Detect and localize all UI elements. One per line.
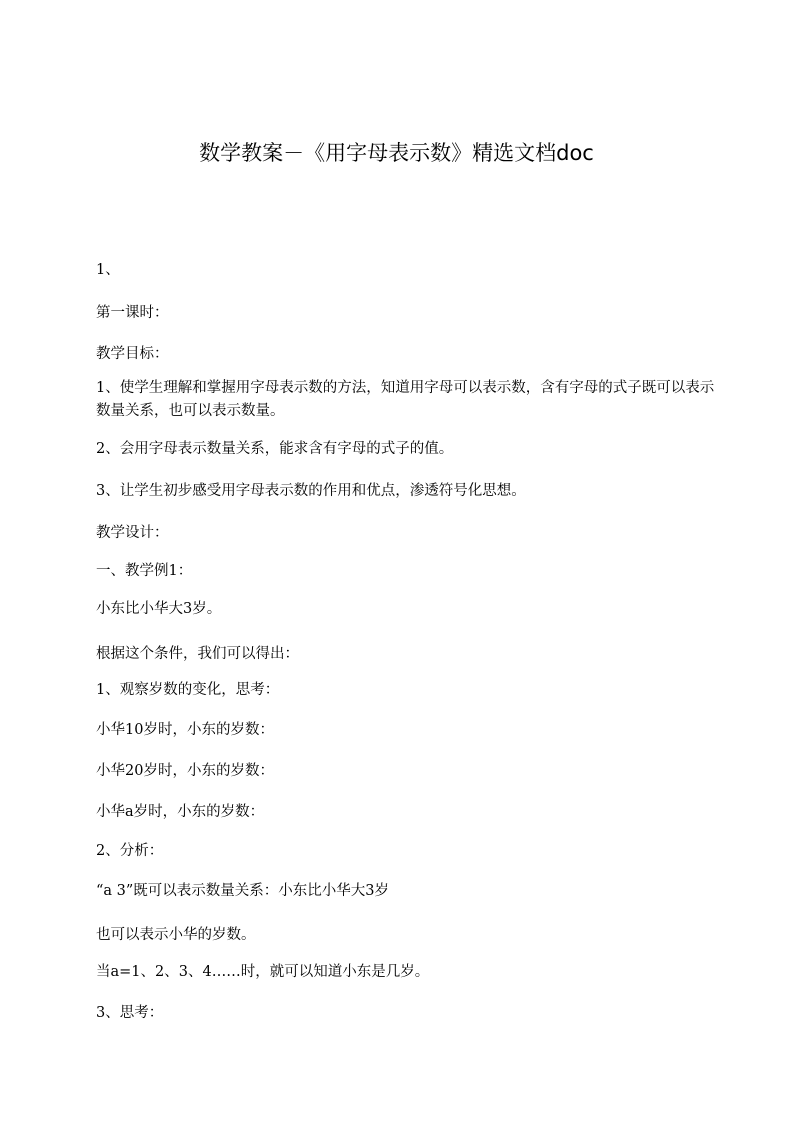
paragraph-analysis-heading: 2、分析：	[96, 843, 164, 859]
paragraph-goal-2: 2、会用字母表示数量关系，能求含有字母的式子的值。	[96, 441, 454, 457]
paragraph-first-lesson: 第一课时：	[96, 305, 169, 321]
paragraph-condition: 小东比小华大3岁。	[96, 601, 222, 617]
paragraph-age-a: 小华a岁时，小东的岁数：	[96, 804, 265, 820]
paragraph-substitution: 当a=1、2、3、4……时，就可以知道小东是几岁。	[96, 964, 430, 980]
paragraph-think-heading: 3、思考：	[96, 1005, 164, 1021]
paragraph-example-1-heading: 一、教学例1：	[96, 563, 193, 579]
document-title: 数学教案－《用字母表示数》精选文档doc	[199, 141, 594, 165]
paragraph-expression-relation: “a 3”既可以表示数量关系：小东比小华大3岁	[96, 883, 390, 899]
paragraph-observe: 1、观察岁数的变化，思考：	[96, 682, 280, 698]
paragraph-age-10: 小华10岁时，小东的岁数：	[96, 722, 274, 738]
paragraph-expression-age: 也可以表示小华的岁数。	[96, 927, 256, 943]
paragraph-section-number: 1、	[96, 262, 120, 278]
paragraph-goal-3: 3、让学生初步感受用字母表示数的作用和优点，渗透符号化思想。	[96, 483, 526, 499]
paragraph-teaching-goals-heading: 教学目标：	[96, 346, 169, 362]
paragraph-teaching-design-heading: 教学设计：	[96, 525, 169, 541]
paragraph-age-20: 小华20岁时，小东的岁数：	[96, 763, 274, 779]
paragraph-goal-1: 1、使学生理解和掌握用字母表示数的方法，知道用字母可以表示数，含有字母的式子既可以表示数量关系，也可以表示数量。	[96, 380, 715, 419]
paragraph-deduction: 根据这个条件，我们可以得出：	[96, 646, 299, 662]
